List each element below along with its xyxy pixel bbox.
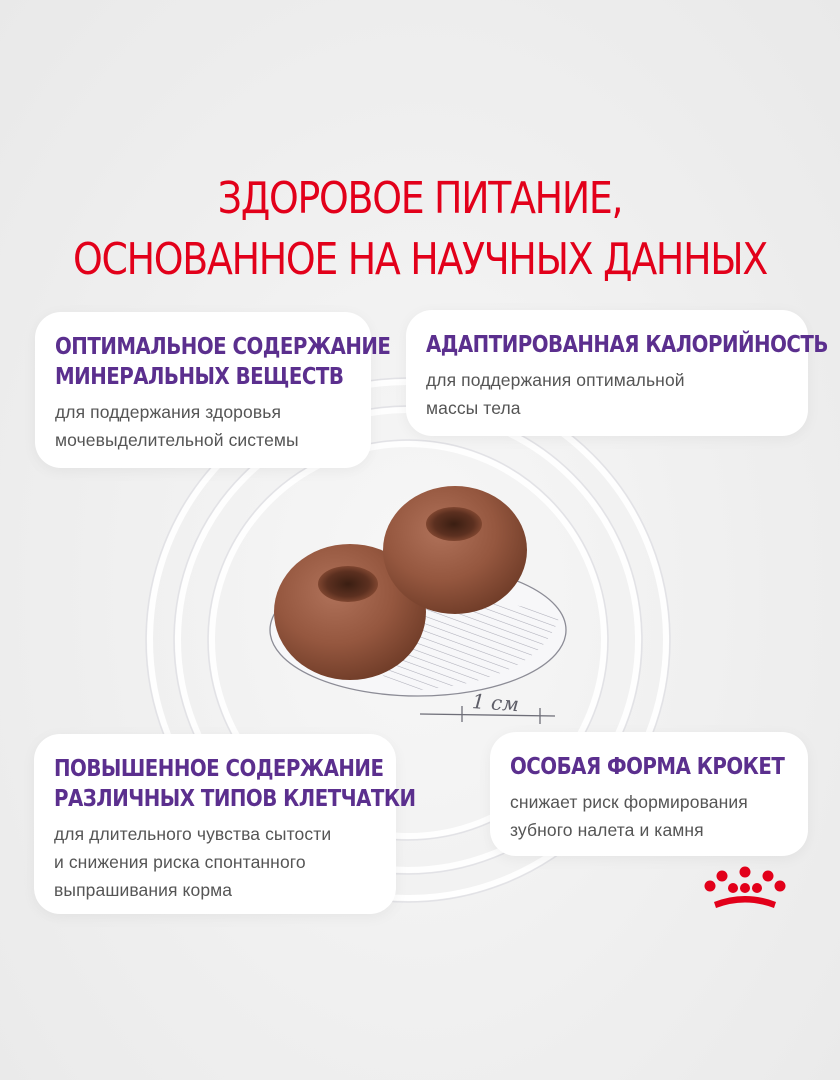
feature-card-calories	[406, 310, 828, 436]
feature-description-line: для поддержания здоровья	[55, 402, 282, 422]
feature-description	[426, 366, 788, 422]
feature-description	[55, 398, 351, 454]
feature-description	[510, 788, 788, 844]
feature-description-line: и снижения риска спонтанного	[54, 852, 306, 872]
feature-heading	[54, 754, 416, 814]
feature-description	[54, 820, 376, 904]
title-line-2: ОСНОВАННОЕ НА НАУЧНЫХ ДАННЫХ	[73, 234, 767, 285]
feature-heading	[426, 330, 828, 360]
feature-heading-line: МИНЕРАЛЬНЫХ ВЕЩЕСТВ	[55, 364, 344, 390]
feature-description-line: мочевыделительной системы	[55, 430, 299, 450]
feature-card-kibble-shape	[490, 732, 808, 856]
title-line-1: ЗДОРОВОЕ ПИТАНИЕ,	[217, 173, 623, 224]
feature-heading-line: ОСОБАЯ ФОРМА КРОКЕТ	[510, 754, 785, 780]
kibble-piece-right	[383, 486, 527, 614]
feature-card-fiber	[34, 734, 416, 914]
feature-heading-line: ОПТИМАЛЬНОЕ СОДЕРЖАНИЕ	[55, 334, 391, 360]
feature-description-line: для поддержания оптимальной	[426, 370, 685, 390]
feature-heading-line: АДАПТИРОВАННАЯ КАЛОРИЙНОСТЬ	[426, 332, 828, 358]
feature-description-line: для длительного чувства сытости	[54, 824, 332, 844]
page-title	[59, 168, 781, 290]
scale-label: 1 см	[471, 689, 520, 717]
feature-description-line: зубного налета и камня	[510, 820, 704, 840]
feature-description-line: выпрашивания корма	[54, 880, 233, 900]
feature-description-line: снижает риск формирования	[510, 792, 748, 812]
feature-description-line: массы тела	[426, 398, 521, 418]
feature-heading	[510, 752, 785, 782]
feature-heading-line: РАЗЛИЧНЫХ ТИПОВ КЛЕТЧАТКИ	[54, 786, 416, 812]
feature-card-minerals	[35, 312, 391, 468]
feature-heading-line: ПОВЫШЕННОЕ СОДЕРЖАНИЕ	[54, 756, 384, 782]
royal-canin-crown-icon	[700, 866, 790, 916]
feature-heading	[55, 332, 391, 392]
